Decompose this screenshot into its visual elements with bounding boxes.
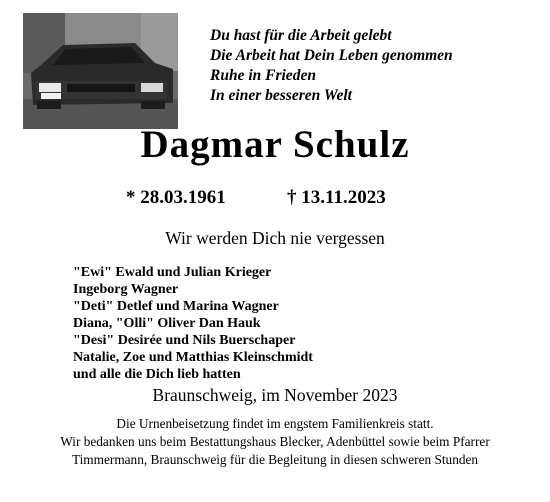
death-date: † 13.11.2023 xyxy=(287,187,386,208)
mourner-line: und alle die Dich lieb hatten xyxy=(73,367,241,382)
place-date: Braunschweig, im November 2023 xyxy=(152,385,398,405)
mourner-line: Natalie, Zoe und Matthias Kleinschmidt xyxy=(73,350,313,365)
memorial-verse xyxy=(210,26,453,106)
verse-line: In einer besseren Welt xyxy=(210,87,352,104)
mourner-line: "Ewi" Ewald und Julian Krieger xyxy=(73,265,272,280)
deceased-name: Dagmar Schulz xyxy=(140,123,410,166)
funeral-notes xyxy=(0,415,550,469)
car-photo xyxy=(23,13,178,129)
verse-line: Du hast für die Arbeit gelebt xyxy=(210,27,392,44)
footer-line: Wir bedanken uns beim Bestattungshaus Blecker, Adenbüttel sowie beim Pfarrer xyxy=(60,434,490,449)
verse-line: Ruhe in Frieden xyxy=(210,67,316,84)
mourner-line: Ingeborg Wagner xyxy=(73,282,179,297)
birth-date: * 28.03.1961 xyxy=(126,187,226,208)
mourner-line: Diana, "Olli" Oliver Dan Hauk xyxy=(73,316,261,331)
farewell-line: Wir werden Dich nie vergessen xyxy=(165,228,385,248)
mourner-line: "Deti" Detlef und Marina Wagner xyxy=(73,299,279,314)
footer-line: Die Urnenbeisetzung findet im engstem Familienkreis statt. xyxy=(116,416,434,431)
car-photo-image xyxy=(23,13,178,129)
footer-line: Timmermann, Braunschweig für die Begleitung in diesen schweren Stunden xyxy=(71,452,479,467)
mourner-line: "Desi" Desirée und Nils Buerschaper xyxy=(73,333,296,348)
mourners-list xyxy=(73,264,313,383)
verse-line: Die Arbeit hat Dein Leben genommen xyxy=(210,47,453,64)
